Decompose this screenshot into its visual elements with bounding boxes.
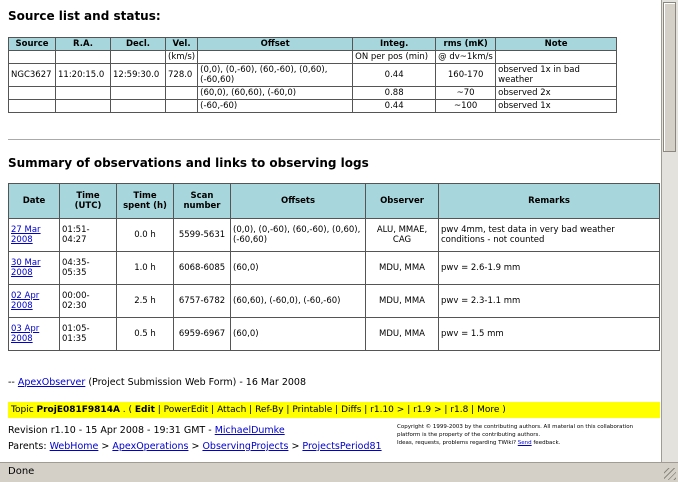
table-row [9,219,660,252]
cell-time-spent: 0.5 h [117,318,174,351]
topic-action-bar: Topic ProjE081F9814A . ( Edit | PowerEdit | Attach | Ref-By | Printable | Diffs | r1.10 > | r1.9 > | r1.8 | More ) [8,402,660,418]
cell-time-spent: 1.0 h [117,252,174,285]
col-offset: Offset [198,38,353,51]
col-decl: Decl. [111,38,166,51]
summary-heading: Summary of observations and links to observing logs [8,156,369,170]
copyright-line: platform is the property of the contributing authors. [397,432,541,438]
cell-remarks: pwv = 2.3-1.1 mm [439,285,660,318]
cell-time-spent: 2.5 h [117,285,174,318]
cell-remarks: pwv = 2.6-1.9 mm [439,252,660,285]
parent-link-webhome[interactable]: WebHome [49,441,99,452]
copyright-line: Ideas, requests, problems regarding TWiki? [397,440,517,446]
table-row [9,252,660,285]
cell-scan: 6068-6085 [174,252,231,285]
cell-decl [111,100,166,113]
attach-link[interactable]: Attach [217,405,247,415]
cell-integ: 0.44 [353,64,436,87]
author-rest: (Project Submission Web Form) - 16 Mar 2008 [88,377,307,388]
topic-label: Topic [11,405,34,415]
cell-scan: 5599-5631 [174,219,231,252]
cell-observer: MDU, MMA [366,252,439,285]
copyright-notice [397,423,659,447]
cell-integ: 0.88 [353,87,436,100]
revision-line [8,425,285,436]
cell-rms: ~100 [436,100,496,113]
cell-offsets: (60,60), (-60,0), (-60,-60) [231,285,366,318]
cell-offsets: (0,0), (0,-60), (60,-60), (0,60), (-60,60) [231,219,366,252]
cell-source [9,100,56,113]
table-row [9,87,617,100]
col-note: Note [496,38,617,51]
col-integ: Integ. [353,38,436,51]
send-feedback-link[interactable]: Send [517,440,532,446]
cell-decl: 12:59:30.0 [111,64,166,87]
copyright-line: Copyright © 1999-2003 by the contributing authors. All material on this collaboration [397,424,634,430]
cell-time: 00:00-02:30 [60,285,117,318]
table-row [9,100,617,113]
vertical-scrollbar[interactable] [661,0,678,462]
dashes: -- [8,377,15,388]
source-table [8,37,617,113]
col-rms: rms (mK) [436,38,496,51]
col-time: Time (UTC) [60,184,117,219]
cell-observer: MDU, MMA [366,318,439,351]
units-vel: (km/s) [166,51,198,64]
parent-link-apexoperations[interactable]: ApexOperations [112,441,189,452]
cell-observer: ALU, MMAE, CAG [366,219,439,252]
parents-label: Parents: [8,441,47,452]
rev-r1-10-link[interactable]: r1.10 [370,405,394,415]
cell-source [9,87,56,100]
parents-line: Parents: WebHome > ApexOperations > ObservingProjects > ProjectsPeriod81 [8,441,382,452]
parent-link-observingprojects[interactable]: ObservingProjects [202,441,289,452]
table-row [9,285,660,318]
cell-note: observed 1x [496,100,617,113]
rev-r1-8-link[interactable]: r1.8 [450,405,469,415]
col-scan: Scan number [174,184,231,219]
col-vel: Vel. [166,38,198,51]
poweredit-link[interactable]: PowerEdit [163,405,209,415]
units-rms: @ dv~1km/s [436,51,496,64]
cell-rms: ~70 [436,87,496,100]
source-table-header [9,38,617,51]
col-remarks: Remarks [439,184,660,219]
obs-log-link[interactable]: 27 Mar 2008 [11,225,41,245]
cell-offset: (60,0), (60,60), (-60,0) [198,87,353,100]
col-date: Date [9,184,60,219]
observations-table [8,183,660,351]
copyright-line: feedback. [533,440,561,446]
topic-name: ProjE081F9814A [36,405,120,415]
printable-link[interactable]: Printable [292,405,333,415]
revision-info: Revision r1.10 - 15 Apr 2008 - 19:31 GMT - [8,425,212,436]
scrollbar-thumb[interactable] [663,2,676,152]
cell-offsets: (60,0) [231,252,366,285]
source-list-heading: Source list and status: [8,9,161,23]
col-offsets: Offsets [231,184,366,219]
observations-table-header [9,184,660,219]
cell-decl [111,87,166,100]
cell-remarks: pwv = 1.5 mm [439,318,660,351]
cell-rms: 160-170 [436,64,496,87]
cell-source: NGC3627 [9,64,56,87]
cell-vel [166,100,198,113]
units-integ: ON per pos (min) [353,51,436,64]
more-link[interactable]: More [477,405,500,415]
cell-time: 01:05-01:35 [60,318,117,351]
status-bar [0,462,678,482]
cell-note: observed 2x [496,87,617,100]
col-ra: R.A. [56,38,111,51]
cell-vel: 728.0 [166,64,198,87]
cell-time: 04:35-05:35 [60,252,117,285]
diffs-link[interactable]: Diffs [341,405,362,415]
revision-author-link[interactable]: MichaelDumke [214,425,285,436]
cell-offsets: (60,0) [231,318,366,351]
parent-link-projectsperiod81[interactable]: ProjectsPeriod81 [302,441,382,452]
obs-log-link[interactable]: 03 Apr 2008 [11,324,40,344]
cell-vel [166,87,198,100]
author-line [8,377,306,388]
status-text: Done [8,466,35,477]
resize-grip-icon[interactable] [664,468,676,480]
col-observer: Observer [366,184,439,219]
cell-scan: 6757-6782 [174,285,231,318]
col-source: Source [9,38,56,51]
table-row [9,318,660,351]
rev-sep: > [396,405,405,415]
obs-log-link[interactable]: 30 Mar 2008 [11,258,41,278]
cell-observer: MDU, MMA [366,285,439,318]
cell-time-spent: 0.0 h [117,219,174,252]
cell-scan: 6959-6967 [174,318,231,351]
author-link[interactable]: ApexObserver [17,377,86,388]
cell-ra [56,100,111,113]
rev-sep: > [433,405,442,415]
cell-ra [56,87,111,100]
edit-link[interactable]: Edit [134,405,155,415]
cell-offset: (-60,-60) [198,100,353,113]
cell-ra: 11:20:15.0 [56,64,111,87]
col-time-spent: Time spent (h) [117,184,174,219]
cell-note: observed 1x in bad weather [496,64,617,87]
table-row [9,64,617,87]
obs-log-link[interactable]: 02 Apr 2008 [11,291,40,311]
cell-time: 01:51-04:27 [60,219,117,252]
source-units-row [9,51,617,64]
divider [8,139,660,140]
rev-r1-9-link[interactable]: r1.9 [413,405,432,415]
cell-remarks: pwv 4mm, test data in very bad weather conditions - not counted [439,219,660,252]
cell-offset: (0,0), (0,-60), (60,-60), (0,60), (-60,60) [198,64,353,87]
cell-integ: 0.44 [353,100,436,113]
ref-by-link[interactable]: Ref-By [255,405,284,415]
